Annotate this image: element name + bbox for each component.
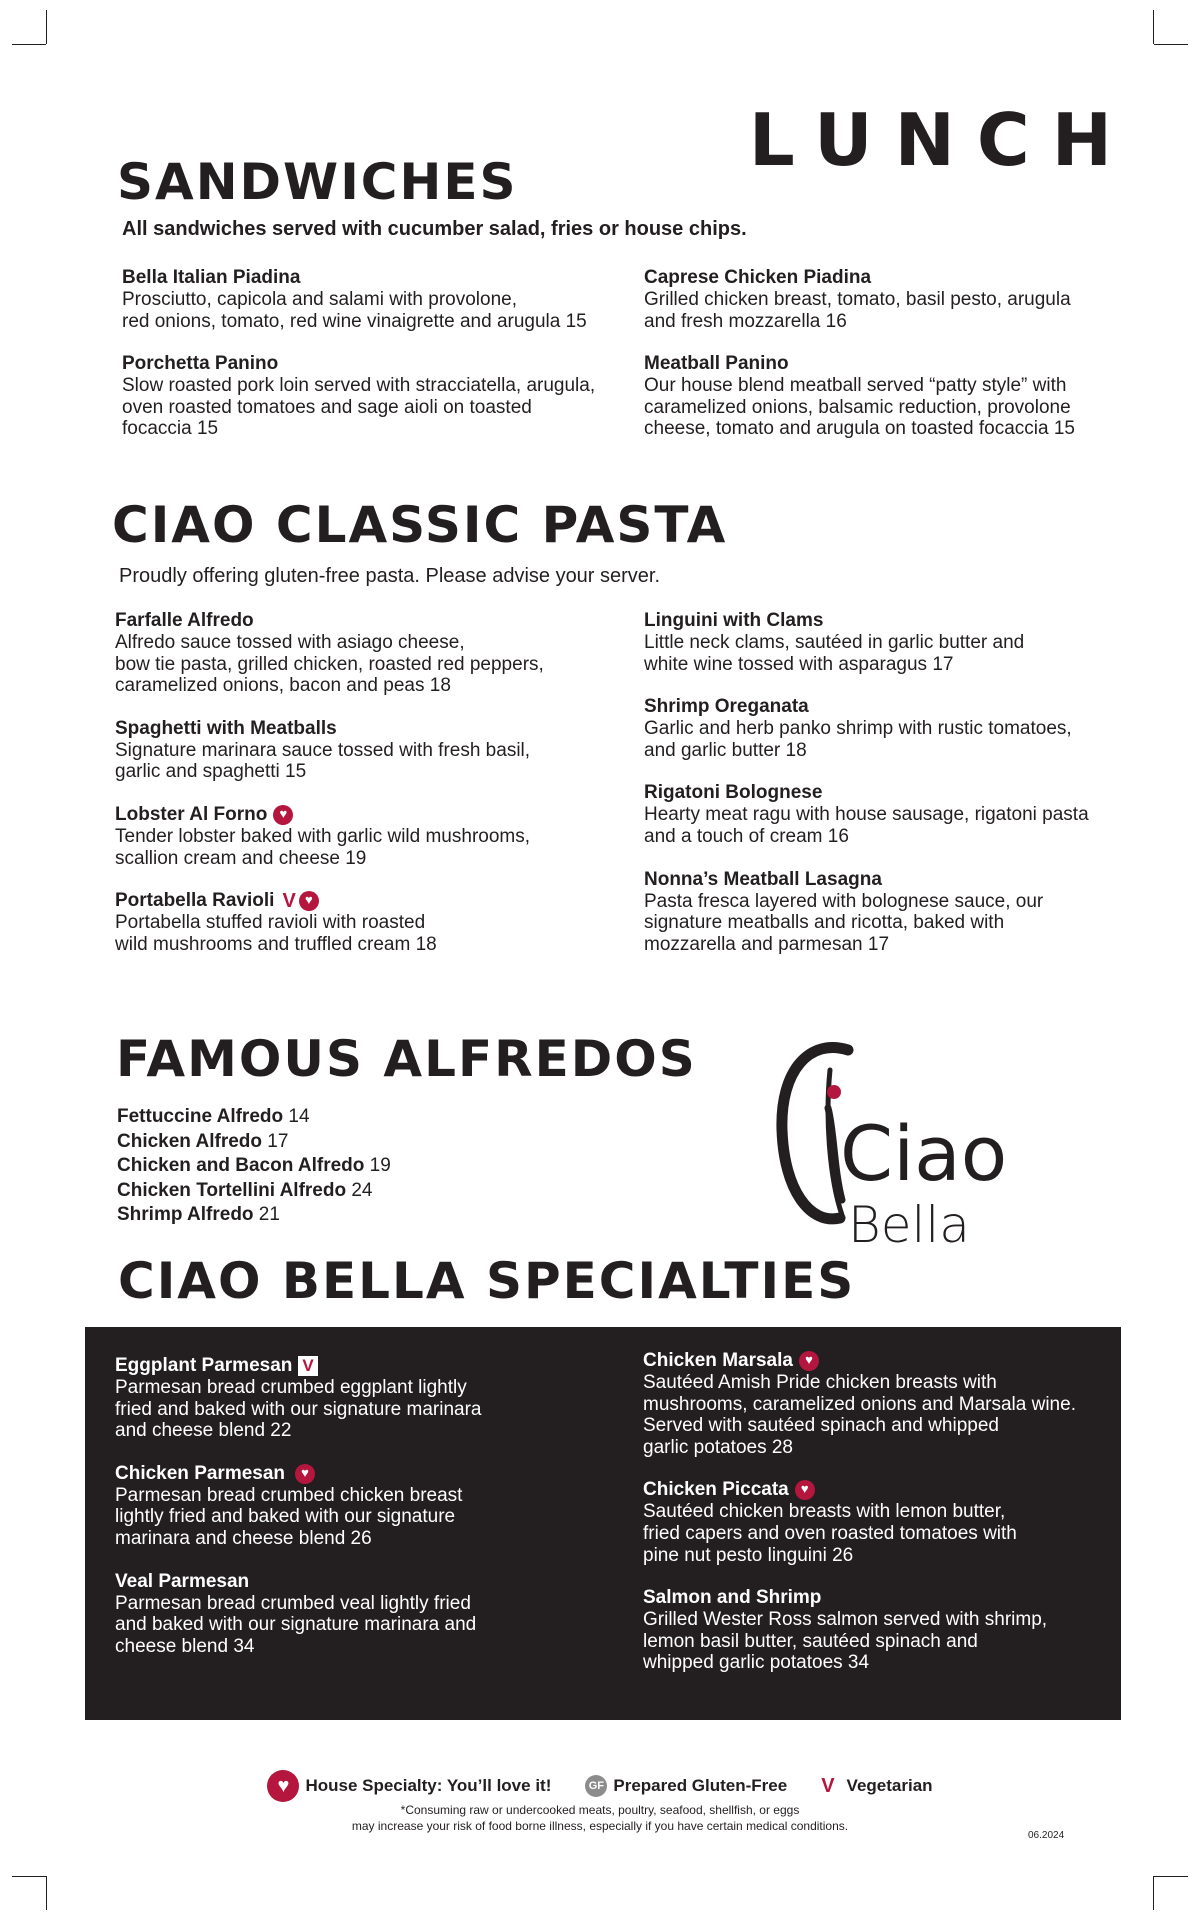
- item-description: Alfredo sauce tossed with asiago cheese, bow tie pasta, grilled chicken, roasted red peppers, caramelized onions, bacon and peas 18: [115, 632, 544, 697]
- item-name: Salmon and Shrimp: [643, 1587, 822, 1609]
- item-name: Veal Parmesan: [115, 1570, 250, 1592]
- item-price: 14: [283, 1106, 310, 1127]
- menu-item: [122, 267, 595, 332]
- item-name: Chicken Tortellini Alfredo: [117, 1179, 347, 1201]
- specialties-title: CIAO BELLA SPECIALTIES: [118, 1252, 856, 1310]
- logo-line2: Bella: [848, 1196, 970, 1254]
- item-description: Slow roasted pork loin served with stracciatella, arugula, oven roasted tomatoes and sage aioli on toasted focaccia 15: [122, 375, 596, 440]
- menu-item: [115, 1571, 481, 1658]
- item-name: Chicken and Bacon Alfredo: [117, 1155, 365, 1177]
- menu-item: [115, 610, 544, 697]
- menu-item: [115, 1355, 481, 1442]
- legend-label: House Specialty: You’ll love it!: [305, 1776, 552, 1795]
- sandwiches-subtitle: All sandwiches served with cucumber salad, fries or house chips.: [122, 218, 747, 240]
- heart-icon: [799, 1351, 819, 1371]
- item-name: Linguini with Clams: [644, 610, 824, 631]
- item-description: Parmesan bread crumbed chicken breast lightly fried and baked with our signature marinara and cheese blend 26: [115, 1484, 463, 1549]
- menu-item: [644, 610, 1089, 675]
- item-name: Shrimp Oreganata: [644, 696, 809, 718]
- menu-item: [643, 1479, 1076, 1566]
- disclaimer: *Consuming raw or undercooked meats, poultry, seafood, shellfish, or eggs may increase your risk of food borne illness, especially if you have certain medical conditions.: [351, 1803, 849, 1833]
- item-name: [115, 804, 544, 826]
- heart-icon: [295, 1464, 315, 1484]
- ciao-bella-logo: [770, 1030, 1008, 1254]
- item-name-text: Chicken Piccata: [643, 1479, 789, 1501]
- item-description: Our house blend meatball served “patty style” with caramelized onions, balsamic reduction, provolone cheese, tomato and arugula on toasted focaccia 15: [644, 375, 1075, 440]
- menu-item: [122, 353, 595, 440]
- item-name: [643, 1350, 1076, 1372]
- menu-item: [115, 890, 544, 955]
- item-description: Grilled chicken breast, tomato, basil pesto, arugula and fresh mozzarella 16: [644, 289, 1071, 332]
- item-name-text: Chicken Marsala: [643, 1350, 793, 1371]
- item-description: Parmesan bread crumbed veal lightly fried and baked with our signature marinara and cheese blend 34: [115, 1592, 477, 1657]
- item-name: Rigatoni Bolognese: [644, 782, 823, 804]
- alfredos-list: [117, 1105, 391, 1228]
- item-description: Portabella stuffed ravioli with roasted wild mushrooms and truffled cream 18: [115, 912, 437, 955]
- item-name: Spaghetti with Meatballs: [115, 717, 337, 739]
- list-item: [117, 1179, 391, 1204]
- menu-item: [644, 782, 1089, 847]
- item-name-text: Chicken Parmesan: [115, 1462, 286, 1484]
- menu-title: LUNCH: [748, 98, 1134, 182]
- heart-icon: [299, 891, 319, 911]
- item-name: [115, 1463, 481, 1485]
- item-description: Grilled Wester Ross salmon served with shrimp, lemon basil butter, sautéed spinach and whipped garlic potatoes 34: [643, 1609, 1048, 1674]
- item-description: Hearty meat ragu with house sausage, rigatoni pasta and a touch of cream 16: [644, 804, 1089, 847]
- item-description: Parmesan bread crumbed eggplant lightly fried and baked with our signature marinara and cheese blend 22: [115, 1377, 482, 1442]
- date-code: 06.2024: [1028, 1830, 1065, 1841]
- legend: [0, 1770, 1200, 1802]
- legend-vegetarian: [821, 1775, 932, 1798]
- item-name: Caprese Chicken Piadina: [644, 267, 872, 288]
- pasta-left-column: [115, 610, 544, 976]
- pasta-title: CIAO CLASSIC PASTA: [112, 496, 728, 554]
- legend-gluten-free: [585, 1775, 787, 1797]
- item-name: Shrimp Alfredo: [117, 1204, 254, 1226]
- menu-item: [644, 869, 1089, 956]
- item-name: [115, 890, 544, 912]
- menu-item: [644, 267, 1075, 332]
- item-name: Bella Italian Piadina: [122, 267, 301, 288]
- menu-item: [643, 1350, 1076, 1458]
- item-name: Nonna’s Meatball Lasagna: [644, 868, 882, 890]
- heart-icon: [273, 805, 293, 825]
- item-name: [643, 1479, 1076, 1501]
- sandwiches-left-column: [122, 267, 595, 461]
- item-price: 24: [346, 1179, 373, 1201]
- item-price: 17: [262, 1130, 289, 1152]
- pasta-right-column: [644, 610, 1089, 976]
- menu-item: [115, 718, 544, 783]
- list-item: [117, 1105, 391, 1130]
- gf-icon: GF: [585, 1775, 607, 1797]
- v-icon: V: [821, 1774, 835, 1797]
- item-price: 21: [253, 1204, 280, 1226]
- pasta-subtitle: Proudly offering gluten-free pasta. Please advise your server.: [119, 565, 661, 587]
- item-name: Porchetta Panino: [122, 353, 279, 375]
- menu-item: [644, 696, 1089, 761]
- list-item: [117, 1154, 391, 1179]
- item-description: Garlic and herb panko shrimp with rustic tomatoes, and garlic butter 18: [644, 718, 1072, 761]
- item-description: Pasta fresca layered with bolognese sauce, our signature meatballs and ricotta, baked with mozzarella and parmesan 17: [644, 890, 1044, 955]
- item-price: 19: [364, 1155, 391, 1177]
- heart-icon: [267, 1770, 299, 1802]
- legend-label: Vegetarian: [846, 1776, 933, 1795]
- sandwiches-right-column: [644, 267, 1075, 461]
- specialties-right-column: [643, 1350, 1076, 1695]
- heart-icon: [795, 1480, 815, 1500]
- item-name: Fettuccine Alfredo: [117, 1106, 284, 1127]
- sandwiches-title: SANDWICHES: [117, 153, 518, 211]
- menu-item: [644, 353, 1075, 440]
- v-icon: V: [298, 1356, 317, 1376]
- item-name: Meatball Panino: [644, 353, 789, 375]
- menu-item: [115, 1463, 481, 1550]
- item-name: [115, 1355, 481, 1377]
- list-item: [117, 1130, 391, 1155]
- item-description: Prosciutto, capicola and salami with provolone, red onions, tomato, red wine vinaigrette and arugula 15: [122, 289, 587, 332]
- item-name: Farfalle Alfredo: [115, 610, 254, 631]
- list-item: [117, 1203, 391, 1228]
- item-description: Signature marinara sauce tossed with fresh basil, garlic and spaghetti 15: [115, 739, 531, 783]
- menu-item: [115, 804, 544, 869]
- menu-item: [643, 1587, 1076, 1674]
- item-description: Sautéed chicken breasts with lemon butter, fried capers and oven roasted tomatoes with pine nut pesto linguini 26: [643, 1501, 1017, 1566]
- v-icon: V: [282, 890, 296, 913]
- item-description: Little neck clams, sautéed in garlic butter and white wine tossed with asparagus 17: [644, 632, 1025, 675]
- item-description: Sautéed Amish Pride chicken breasts with mushrooms, caramelized onions and Marsala wine. Served with sautéed spinach and whipped garlic potatoes 28: [643, 1372, 1076, 1458]
- item-name-text: Eggplant Parmesan: [115, 1355, 293, 1376]
- legend-label: Prepared Gluten-Free: [613, 1776, 788, 1795]
- logo-line1: Ciao: [840, 1109, 1008, 1198]
- specialties-left-column: [115, 1355, 481, 1678]
- item-description: Tender lobster baked with garlic wild mushrooms, scallion cream and cheese 19: [115, 825, 531, 869]
- item-name-text: Lobster Al Forno: [115, 803, 268, 825]
- item-name: Chicken Alfredo: [117, 1130, 262, 1152]
- item-name-text: Portabella Ravioli: [115, 890, 275, 912]
- alfredos-title: FAMOUS ALFREDOS: [116, 1030, 697, 1088]
- legend-house-specialty: [267, 1770, 551, 1802]
- specialties-panel: [85, 1327, 1121, 1720]
